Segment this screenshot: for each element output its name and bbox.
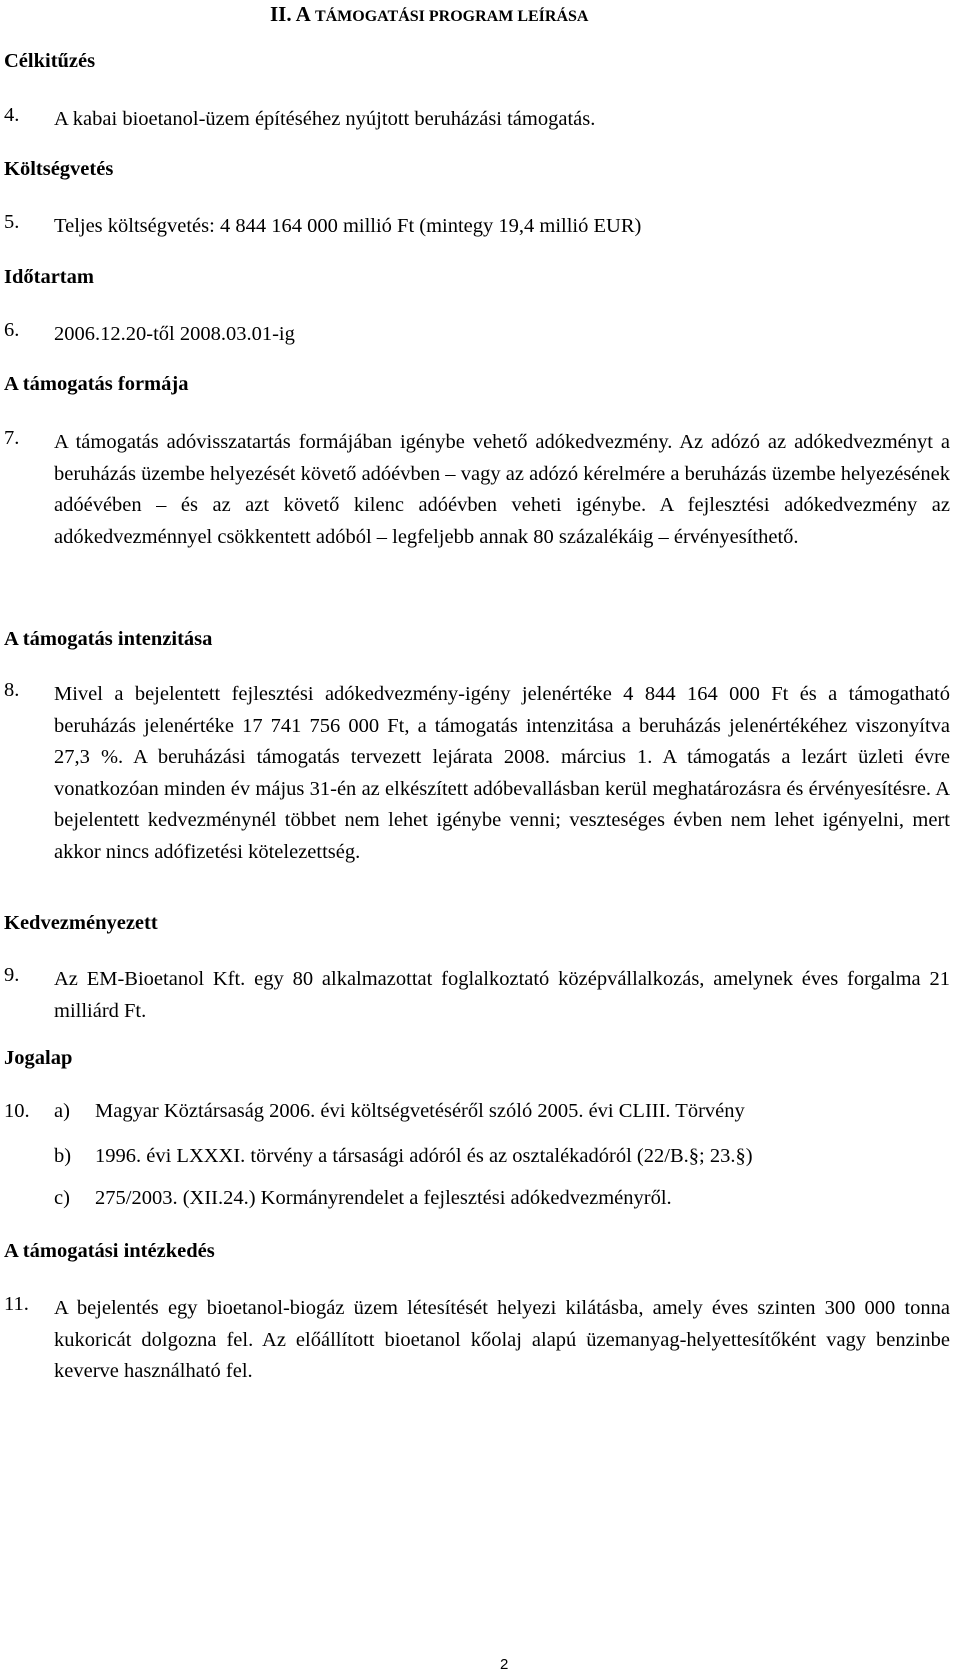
paragraph-number: 8. <box>4 679 20 701</box>
paragraph-number: 5. <box>4 211 20 233</box>
list-text: 275/2003. (XII.24.) Kormányrendelet a fejlesztési adókedvezményről. <box>95 1187 672 1209</box>
section-heading-intenzitas: A támogatás intenzitása <box>4 628 213 650</box>
list-text: 1996. évi LXXXI. törvény a társasági adóról és az osztalékadóról (22/B.§; 23.§) <box>95 1145 753 1167</box>
paragraph-text: 2006.12.20-től 2008.03.01-ig <box>54 323 295 345</box>
document-title <box>270 2 588 27</box>
section-heading-celkituzes: Célkitűzés <box>4 50 96 72</box>
paragraph-4 <box>4 104 950 136</box>
paragraph-number: 11. <box>4 1293 29 1315</box>
section-heading-intezkedes: A támogatási intézkedés <box>4 1240 215 1262</box>
list-text: Magyar Köztársaság 2006. évi költségvetéséről szóló 2005. évi CLIII. Törvény <box>95 1100 745 1122</box>
paragraph-number: 4. <box>4 104 20 126</box>
paragraph-text: A kabai bioetanol-üzem építéséhez nyújtott beruházási támogatás. <box>54 108 596 130</box>
title-small-caps: TÁMOGATÁSI PROGRAM LEÍRÁSA <box>314 8 589 25</box>
paragraph-11 <box>4 1293 950 1388</box>
page-number: 2 <box>500 1656 509 1673</box>
paragraph-text: Teljes költségvetés: 4 844 164 000 millió Ft (mintegy 19,4 millió EUR) <box>54 215 642 237</box>
paragraph-8 <box>4 679 950 868</box>
paragraph-text: A támogatás adóvisszatartás formájában igénybe vehető adókedvezmény. Az adózó az adókedvezményt a beruházás üzembe helyezését követő adóévben – vagy az adózó kérelmére a beruházás üzembe helyezésének adóévében – és az azt követő kilenc adóévben veheti igénybe. A fejlesztési adókedvezmény az adókedvezménnyel csökkentett adóból – legfeljebb annak 80 százalékáig – érvényesíthető. <box>54 431 950 548</box>
section-heading-jogalap: Jogalap <box>4 1047 73 1069</box>
paragraph-number: 7. <box>4 427 20 449</box>
section-heading-idotartam: Időtartam <box>4 266 94 288</box>
list-label: c) <box>54 1187 70 1209</box>
paragraph-text: Az EM-Bioetanol Kft. egy 80 alkalmazottat foglalkoztató középvállalkozás, amelynek éves forgalma 21 milliárd Ft. <box>54 968 950 1022</box>
list-label: b) <box>54 1145 72 1167</box>
section-heading-koltsegvetes: Költségvetés <box>4 158 114 180</box>
paragraph-number: 6. <box>4 319 20 341</box>
legal-basis-item-a <box>54 1100 745 1123</box>
paragraph-text: Mivel a bejelentett fejlesztési adókedvezmény-igény jelenértéke 4 844 164 000 Ft és a támogatható beruházás jelenértéke 17 741 756 000 Ft, a támogatás intenzitása a beruházás jelenértékéhez viszonyítva 27,3 %. A beruházási támogatás tervezett lejárata 2008. március 1. A támogatás a lezárt üzleti évre vonatkozóan minden év május 31-én az elkészített adóbevallásban kerül meghatározásra és érvényesítésre. A bejelentett kedvezménynél többet nem lehet igénybe venni; veszteséges évben nem lehet igényelni, mert akkor nincs adófizetési kötelezettség. <box>54 683 950 863</box>
title-prefix: II. A <box>270 2 315 26</box>
paragraph-9 <box>4 964 950 1027</box>
paragraph-5 <box>4 211 950 243</box>
list-label: a) <box>54 1100 70 1122</box>
paragraph-number: 9. <box>4 964 20 986</box>
legal-basis-item-c <box>54 1187 672 1210</box>
legal-basis-item-b <box>54 1145 753 1168</box>
paragraph-number: 10. <box>4 1100 30 1122</box>
paragraph-7 <box>4 427 950 553</box>
section-heading-kedvezmenyezett: Kedvezményezett <box>4 912 158 934</box>
paragraph-text: A bejelentés egy bioetanol-biogáz üzem létesítését helyezi kilátásba, amely éves szinten 300 000 tonna kukoricát dolgozna fel. Az előállított bioetanol kőolaj alapú üzemanyag-helyettesítőként vagy benzinbe keverve használható fel. <box>54 1297 950 1382</box>
paragraph-6 <box>4 319 950 351</box>
section-heading-forma: A támogatás formája <box>4 373 189 395</box>
